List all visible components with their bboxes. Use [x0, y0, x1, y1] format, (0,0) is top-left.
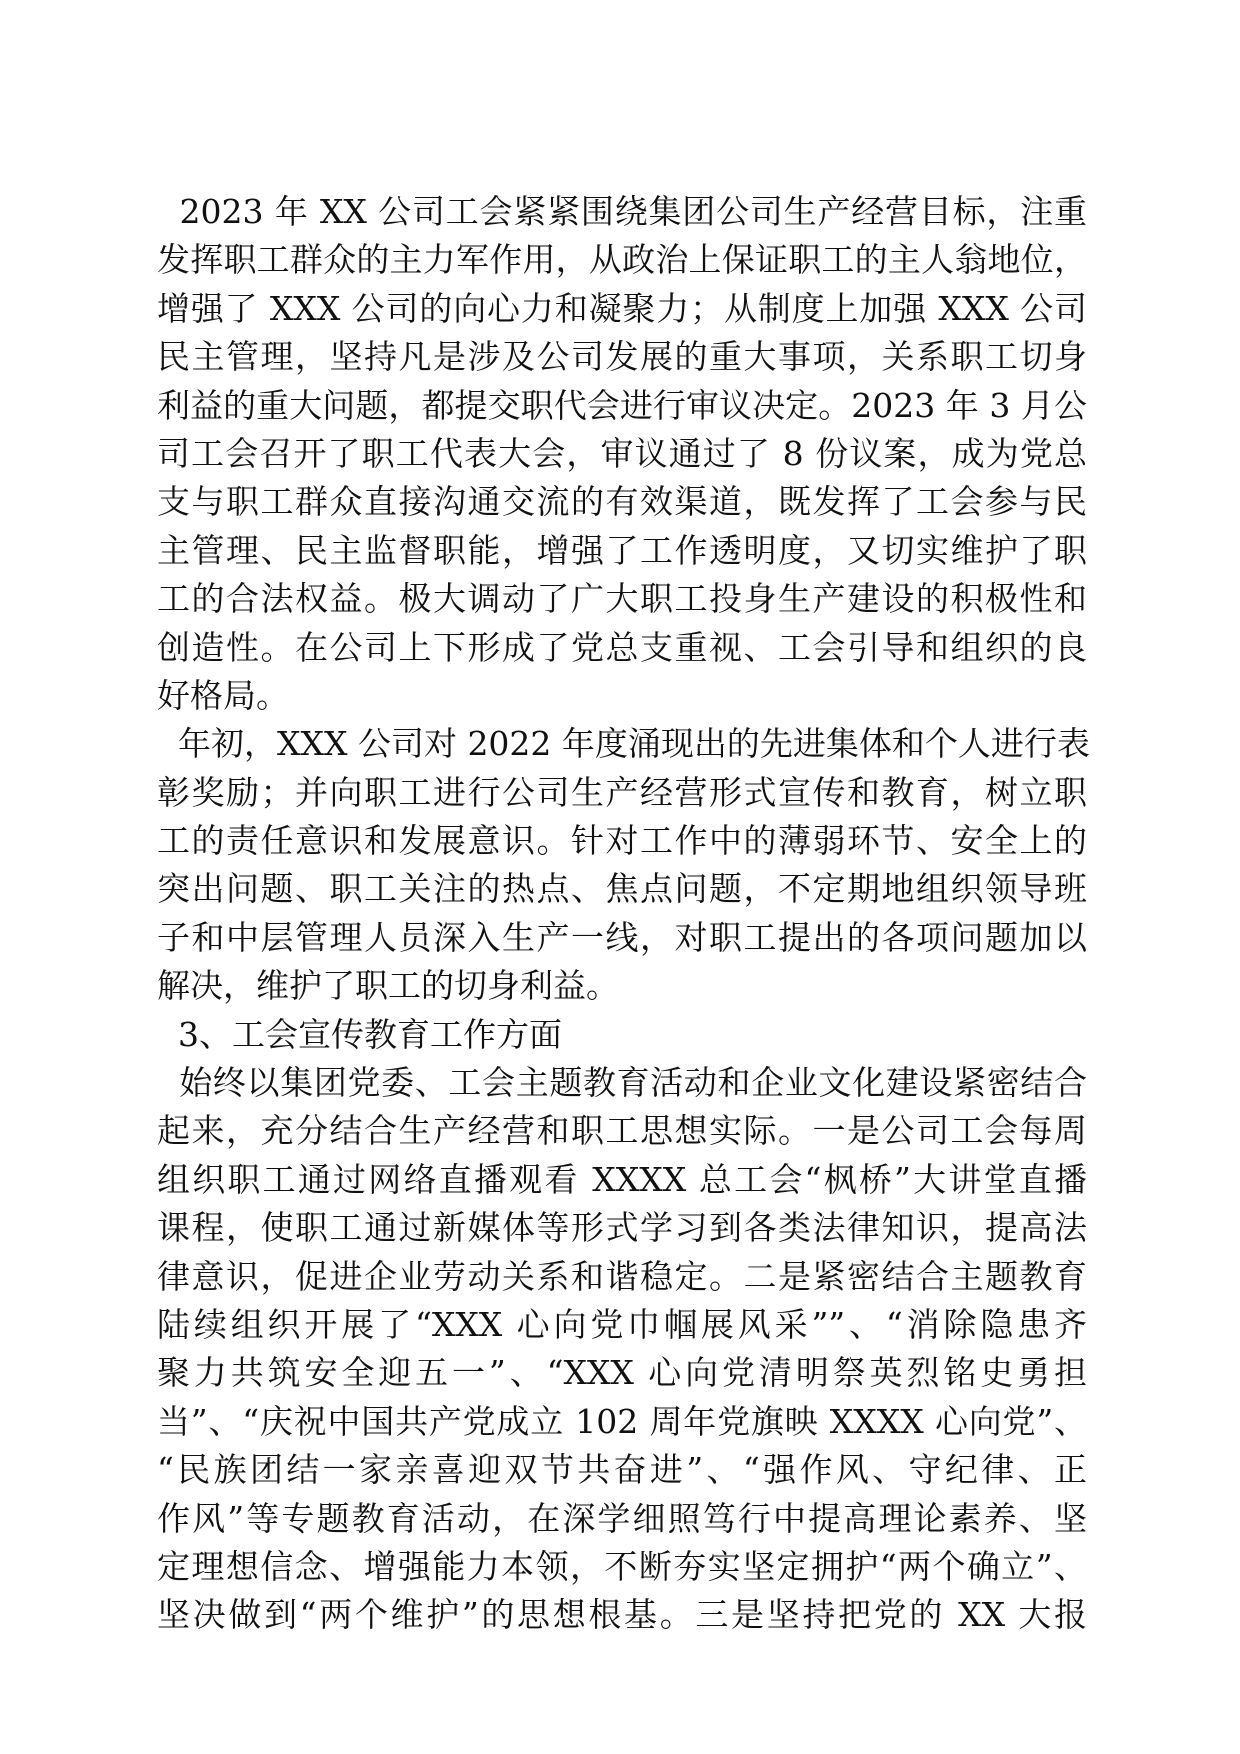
text-line: 利益的重大问题，都提交职代会进行审议决定。2023 年 3 月公 [157, 385, 1087, 425]
text-line: 增强了 XXX 公司的向心力和凝聚力；从制度上加强 XXX 公司 [157, 288, 1087, 328]
text-line: 作风”等专题教育活动，在深学细照笃行中提高理论素养、坚 [157, 1498, 1087, 1538]
text-line: 主管理、民主监督职能，增强了工作透明度，又切实维护了职 [157, 530, 1087, 570]
section-heading-text: 3、工会宣传教育工作方面 [157, 1014, 562, 1054]
text-line: 突出问题、职工关注的热点、焦点问题，不定期地组织领导班 [157, 869, 1087, 909]
text-line: 年初，XXX 公司对 2022 年度涌现出的先进集体和个人进行表 [157, 724, 1090, 764]
paragraph-education [157, 1059, 1087, 1640]
text-line: 律意识，促进企业劳动关系和谐稳定。二是紧密结合主题教育 [157, 1256, 1087, 1296]
text-line: 民主管理，坚持凡是涉及公司发展的重大事项，关系职工切身 [157, 337, 1087, 377]
text-line: 坚决做到“两个维护”的思想根基。三是坚持把党的 XX 大报 [157, 1595, 1087, 1635]
text-line: 组织职工通过网络直播观看 XXXX 总工会“枫桥”大讲堂直播 [157, 1159, 1087, 1199]
text-line: 2023 年 XX 公司工会紧紧围绕集团公司生产经营目标，注重 [157, 192, 1087, 231]
text-line: 始终以集团党委、工会主题教育活动和企业文化建设紧密结合 [157, 1063, 1087, 1103]
document-body [157, 188, 1090, 1640]
paragraph-awards [157, 720, 1090, 1010]
text-line: 工的责任意识和发展意识。针对工作中的薄弱环节、安全上的 [157, 821, 1087, 861]
text-line: 聚力共筑安全迎五一”、“XXX 心向党清明祭英烈铭史勇担 [157, 1353, 1087, 1393]
text-line: 当”、“庆祝中国共产党成立 102 周年党旗映 XXXX 心向党”、 [157, 1401, 1087, 1441]
paragraph-union-work [157, 188, 1087, 720]
text-line: “民族团结一家亲喜迎双节共奋进”、“强作风、守纪律、正 [157, 1450, 1087, 1490]
text-line: 彰奖励；并向职工进行公司生产经营形式宣传和教育，树立职 [157, 772, 1087, 812]
text-line: 工的合法权益。极大调动了广大职工投身生产建设的积极性和 [157, 579, 1087, 619]
text-line: 创造性。在公司上下形成了党总支重视、工会引导和组织的良 [157, 627, 1087, 667]
text-line: 解决，维护了职工的切身利益。 [157, 966, 619, 1006]
text-line: 定理想信念、增强能力本领，不断夯实坚定拥护“两个确立”、 [157, 1546, 1087, 1586]
text-line: 子和中层管理人员深入生产一线，对职工提出的各项问题加以 [157, 917, 1087, 957]
text-line: 好格局。 [157, 675, 289, 715]
text-line: 支与职工群众直接沟通交流的有效渠道，既发挥了工会参与民 [157, 482, 1087, 522]
text-line: 陆续组织开展了“XXX 心向党巾帼展风采””、“消除隐患齐 [157, 1304, 1087, 1344]
text-line: 发挥职工群众的主力军作用，从政治上保证职工的主人翁地位， [157, 240, 1087, 280]
text-line: 课程，使职工通过新媒体等形式学习到各类法律知识，提高法 [157, 1208, 1087, 1248]
text-line: 起来，充分结合生产经营和职工思想实际。一是公司工会每周 [157, 1111, 1087, 1151]
text-line: 司工会召开了职工代表大会，审议通过了 8 份议案，成为党总 [157, 433, 1087, 473]
section-heading [157, 1011, 1087, 1059]
